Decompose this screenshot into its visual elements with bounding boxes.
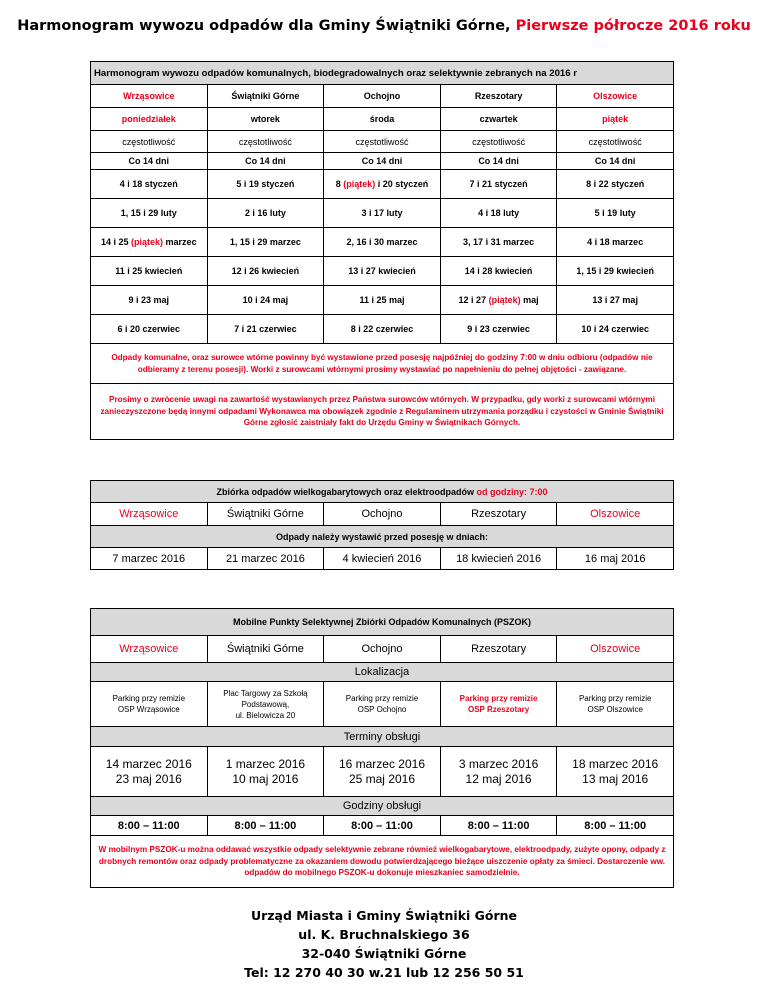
- office-contact-footer: [0, 906, 768, 982]
- municipal-schedule-table: [90, 61, 674, 440]
- date-cell: 11 i 25 kwiecień: [91, 257, 208, 286]
- day-row: [91, 108, 674, 131]
- date-cell: 2 i 16 luty: [207, 199, 324, 228]
- title-main: Harmonogram wywozu odpadów dla Gminy Świątniki Górne,: [17, 18, 516, 34]
- page-title: [0, 18, 768, 34]
- office-street: ul. K. Bruchnalskiego 36: [298, 927, 470, 942]
- office-city: 32-040 Świątniki Górne: [301, 946, 467, 961]
- village-swiatniki: Świątniki Górne: [207, 503, 324, 526]
- bulky-waste-table: [90, 480, 674, 570]
- april-row: [91, 257, 674, 286]
- freq-label: częstotliwość: [440, 131, 557, 153]
- location-cell: Plac Targowy za Szkołą Podstawową, ul. Bielowicza 20: [207, 682, 324, 727]
- date-cell: 14 i 28 kwiecień: [440, 257, 557, 286]
- date-cell: 7 i 21 czerwiec: [207, 315, 324, 344]
- village-rzeszotary: Rzeszotary: [440, 636, 557, 663]
- bulky-date: 4 kwiecień 2016: [324, 548, 441, 570]
- date-cell: 5 i 19 styczeń: [207, 170, 324, 199]
- pszok-date-cell: 1 marzec 2016 10 maj 2016: [207, 747, 324, 797]
- location-cell: Parking przy remizie OSP Ochojno: [324, 682, 441, 727]
- hours-cell: 8:00 – 11:00: [207, 816, 324, 836]
- dates-label: Terminy obsługi: [91, 727, 674, 747]
- date-cell: 1, 15 i 29 luty: [91, 199, 208, 228]
- village-olszowice: Olszowice: [557, 636, 674, 663]
- location-cell: Parking przy remizie OSP Olszowice: [557, 682, 674, 727]
- march-row: [91, 228, 674, 257]
- freq-value: Co 14 dni: [440, 153, 557, 170]
- date-cell: 6 i 20 czerwiec: [91, 315, 208, 344]
- freq-value: Co 14 dni: [557, 153, 674, 170]
- location-cell: Parking przy remizie OSP Rzeszotary: [440, 682, 557, 727]
- date-cell: 13 i 27 kwiecień: [324, 257, 441, 286]
- bulky-date: 7 marzec 2016: [91, 548, 208, 570]
- date-cell: 12 i 27 (piątek) maj: [440, 286, 557, 315]
- date-cell: 2, 16 i 30 marzec: [324, 228, 441, 257]
- freq-label-row: [91, 131, 674, 153]
- date-cell: 8 (piątek) i 20 styczeń: [324, 170, 441, 199]
- village-ochojno: Ochojno: [324, 636, 441, 663]
- hours-cell: 8:00 – 11:00: [91, 816, 208, 836]
- date-cell: 10 i 24 maj: [207, 286, 324, 315]
- june-row: [91, 315, 674, 344]
- date-cell: 4 i 18 luty: [440, 199, 557, 228]
- bulky-date: 21 marzec 2016: [207, 548, 324, 570]
- village-ochojno: Ochojno: [324, 85, 441, 108]
- freq-label: częstotliwość: [91, 131, 208, 153]
- hours-row: [91, 816, 674, 836]
- date-cell: 4 i 18 marzec: [557, 228, 674, 257]
- office-phone: Tel: 12 270 40 30 w.21 lub 12 256 50 51: [244, 965, 524, 980]
- village-wrzasowice: Wrząsowice: [91, 85, 208, 108]
- date-cell: 14 i 25 (piątek) marzec: [91, 228, 208, 257]
- location-label: Lokalizacja: [91, 663, 674, 682]
- date-cell: 8 i 22 styczeń: [557, 170, 674, 199]
- date-cell: 1, 15 i 29 kwiecień: [557, 257, 674, 286]
- village-rzeszotary: Rzeszotary: [440, 503, 557, 526]
- freq-value: Co 14 dni: [207, 153, 324, 170]
- bulky-village-row: [91, 503, 674, 526]
- pszok-header: Mobilne Punkty Selektywnej Zbiórki Odpadów Komunalnych (PSZOK): [91, 609, 674, 636]
- village-swiatniki: Świątniki Górne: [207, 85, 324, 108]
- village-row: [91, 85, 674, 108]
- date-cell: 7 i 21 styczeń: [440, 170, 557, 199]
- hours-cell: 8:00 – 11:00: [440, 816, 557, 836]
- date-cell: 9 i 23 maj: [91, 286, 208, 315]
- freq-value: Co 14 dni: [324, 153, 441, 170]
- pszok-notice: W mobilnym PSZOK-u można oddawać wszystkie odpady selektywnie zebrane również wielkogabarytowe, elektroodpady, zużyte opony, odpady z drobnych remontów oraz odpady problematyczne za okazaniem dowodu potwierdzającego bieżące uiszczenie opłaty za śmieci. Dostarczenie ww. odpadów do mobilnego PSZOK-u dokonuje mieszkaniec samodzielnie.: [91, 836, 674, 888]
- bulky-date: 16 maj 2016: [557, 548, 674, 570]
- sorting-notice: Prosimy o zwrócenie uwagi na zawartość wystawianych przez Państwa surowców wtórnych. W przypadku, gdy worki z surowcami wtórnymi zanieczyszczone będą innymi odpadami Wykonawca ma obowiązek zgodnie z Regulaminem utrzymania porządku i czystości w Gminie Świątniki Górne zgłosić zaistniały fakt do Urzędu Gminy w Świątnikach Górnych.: [91, 384, 674, 440]
- pszok-dates-row: [91, 747, 674, 797]
- freq-value-row: [91, 153, 674, 170]
- freq-label: częstotliwość: [324, 131, 441, 153]
- date-cell: 8 i 22 czerwiec: [324, 315, 441, 344]
- may-row: [91, 286, 674, 315]
- bulky-subheader: Odpady należy wystawić przed posesję w dniach:: [91, 526, 674, 548]
- freq-label: częstotliwość: [207, 131, 324, 153]
- village-wrzasowice: Wrząsowice: [91, 636, 208, 663]
- date-cell: 1, 15 i 29 marzec: [207, 228, 324, 257]
- hours-cell: 8:00 – 11:00: [557, 816, 674, 836]
- bulky-header: Zbiórka odpadów wielkogabarytowych oraz elektroodpadów od godziny: 7:00: [91, 481, 674, 503]
- collection-notice: Odpady komunalne, oraz surowce wtórne powinny być wystawione przed posesję najpóźniej do godziny 7:00 w dniu odbioru (odpadów nie odbieramy z terenu posesji). Worki z surowcami wtórnymi prosimy wystawiać po napełnieniu do pełnej objętości - zawiązane.: [91, 344, 674, 384]
- date-cell: 3, 17 i 31 marzec: [440, 228, 557, 257]
- date-cell: 13 i 27 maj: [557, 286, 674, 315]
- day-cell: poniedziałek: [91, 108, 208, 131]
- location-row: [91, 682, 674, 727]
- village-olszowice: Olszowice: [557, 503, 674, 526]
- hours-cell: 8:00 – 11:00: [324, 816, 441, 836]
- pszok-table: [90, 608, 674, 888]
- date-cell: 12 i 26 kwiecień: [207, 257, 324, 286]
- bulky-date: 18 kwiecień 2016: [440, 548, 557, 570]
- freq-label: częstotliwość: [557, 131, 674, 153]
- hours-label: Godziny obsługi: [91, 797, 674, 816]
- date-cell: 5 i 19 luty: [557, 199, 674, 228]
- village-ochojno: Ochojno: [324, 503, 441, 526]
- date-cell: 4 i 18 styczeń: [91, 170, 208, 199]
- location-cell: Parking przy remizie OSP Wrząsowice: [91, 682, 208, 727]
- day-cell: piątek: [557, 108, 674, 131]
- office-name: Urząd Miasta i Gminy Świątniki Górne: [250, 908, 518, 923]
- date-cell: 11 i 25 maj: [324, 286, 441, 315]
- pszok-date-cell: 14 marzec 2016 23 maj 2016: [91, 747, 208, 797]
- pszok-date-cell: 3 marzec 2016 12 maj 2016: [440, 747, 557, 797]
- day-cell: wtorek: [207, 108, 324, 131]
- village-rzeszotary: Rzeszotary: [440, 85, 557, 108]
- pszok-date-cell: 18 marzec 2016 13 maj 2016: [557, 747, 674, 797]
- municipal-table-header: Harmonogram wywozu odpadów komunalnych, biodegradowalnych oraz selektywnie zebranych na 2016 r: [91, 62, 674, 85]
- date-cell: 3 i 17 luty: [324, 199, 441, 228]
- january-row: [91, 170, 674, 199]
- day-cell: czwartek: [440, 108, 557, 131]
- february-row: [91, 199, 674, 228]
- pszok-village-row: [91, 636, 674, 663]
- pszok-date-cell: 16 marzec 2016 25 maj 2016: [324, 747, 441, 797]
- village-olszowice: Olszowice: [557, 85, 674, 108]
- village-swiatniki: Świątniki Górne: [207, 636, 324, 663]
- bulky-dates-row: [91, 548, 674, 570]
- village-wrzasowice: Wrząsowice: [91, 503, 208, 526]
- freq-value: Co 14 dni: [91, 153, 208, 170]
- date-cell: 9 i 23 czerwiec: [440, 315, 557, 344]
- date-cell: 10 i 24 czerwiec: [557, 315, 674, 344]
- title-highlight: Pierwsze półrocze 2016 roku: [515, 18, 751, 34]
- day-cell: środa: [324, 108, 441, 131]
